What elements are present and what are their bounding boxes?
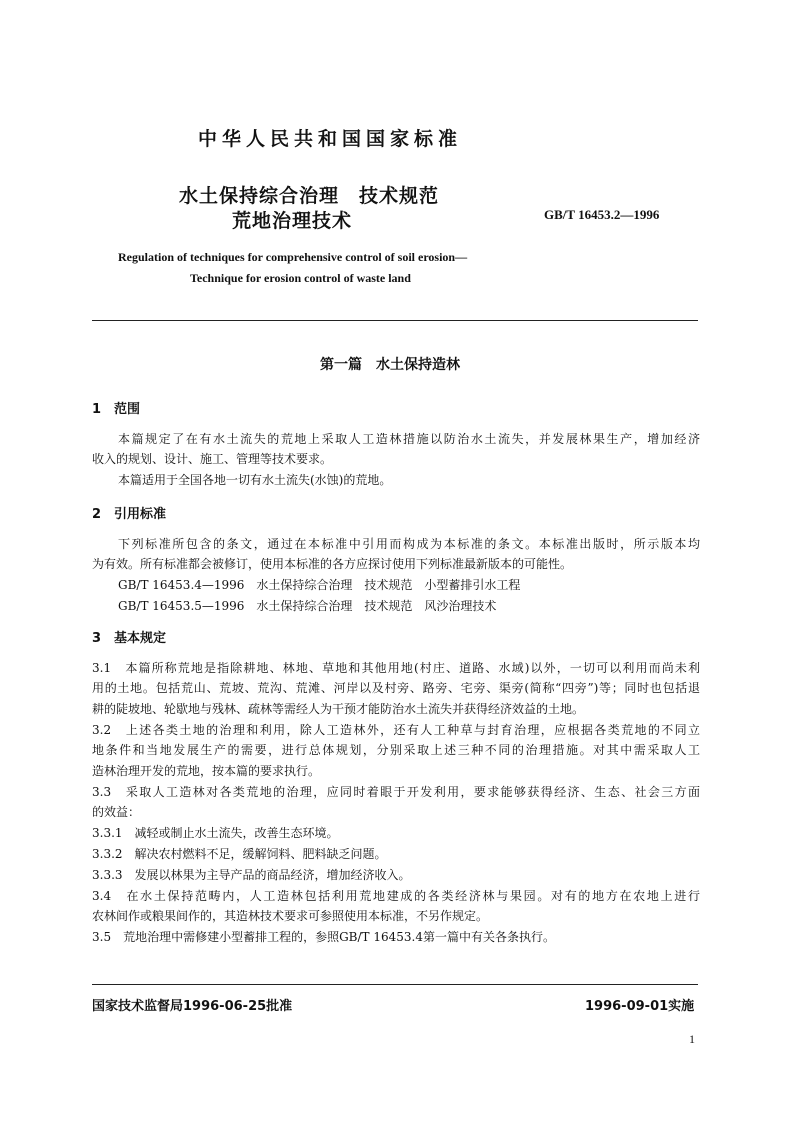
implementation-date: 1996-09-01实施 <box>585 999 695 1014</box>
title-line-2: 荒地治理技术 <box>232 210 353 232</box>
clause-3-3-2: 3.3.2 解决农村燃料不足，缓解饲料、肥料缺乏问题。 <box>92 847 387 861</box>
clause-3-4-line: 农林间作或粮果间作的，其造林技术要求可参照使用本标准，不另作规定。 <box>92 909 489 923</box>
clause-3-3-line: 3.3 采取人工造林对各类荒地的治理，应同时着眼于开发利用，要求能够获得经济、生态、社会三方面 <box>92 785 700 799</box>
national-standard-heading: 中华人民共和国国家标准 <box>198 128 463 150</box>
section-2-paragraph-line: 为有效。所有标准都会被修订，使用本标准的各方应探讨使用下列标准最新版本的可能性。 <box>92 557 573 571</box>
approval-date: 国家技术监督局1996-06-25批准 <box>92 999 293 1014</box>
clause-3-4-line: 3.4 在水土保持范畴内，人工造林包括利用荒地建成的各类经济林与果园。对有的地方在农地上进行 <box>92 889 700 903</box>
clause-3-1-line: 用的土地。包括荒山、荒坡、荒沟、荒滩、河岸以及村旁、路旁、宅旁、渠旁(简称“四旁”)等；同时也包括退 <box>92 681 700 695</box>
header-divider <box>92 320 698 321</box>
clause-3-2-line: 3.2 上述各类土地的治理和利用，除人工造林外，还有人工种草与封育治理，应根据各类荒地的不同立 <box>92 723 700 737</box>
clause-3-3-1: 3.3.1 减轻或制止水土流失，改善生态环境。 <box>92 826 339 840</box>
english-title-line-2: Technique for erosion control of waste land <box>190 271 411 285</box>
section-3-heading: 3 基本规定 <box>92 631 167 646</box>
part-title: 第一篇 水土保持造林 <box>320 357 460 373</box>
footer-divider <box>92 984 698 985</box>
section-2-paragraph-line: 下列标准所包含的条文，通过在本标准中引用而构成为本标准的条文。本标准出版时，所示版本均 <box>118 537 700 551</box>
standard-code: GB/T 16453.2—1996 <box>544 207 660 222</box>
clause-3-5: 3.5 荒地治理中需修建小型蓄排工程的，参照GB/T 16453.4第一篇中有关各条执行。 <box>92 930 555 944</box>
section-1-heading: 1 范围 <box>92 402 141 417</box>
section-2-heading: 2 引用标准 <box>92 507 167 522</box>
reference-standard-1: GB/T 16453.4—1996 水土保持综合治理 技术规范 小型蓄排引水工程 <box>118 578 521 592</box>
section-1-paragraph-line: 本篇规定了在有水土流失的荒地上采取人工造林措施以防治水土流失，并发展林果生产，增加经济 <box>118 432 700 446</box>
section-1-paragraph-2: 本篇适用于全国各地一切有水土流失(水蚀)的荒地。 <box>118 473 392 487</box>
section-1-paragraph-line: 收入的规划、设计、施工、管理等技术要求。 <box>92 452 333 466</box>
clause-3-2-line: 造林治理开发的荒地，按本篇的要求执行。 <box>92 764 321 778</box>
clause-3-3-3: 3.3.3 发展以林果为主导产品的商品经济，增加经济收入。 <box>92 868 411 882</box>
english-title-line-1: Regulation of techniques for comprehensive control of soil erosion— <box>118 250 468 264</box>
clause-3-1-line: 3.1 本篇所称荒地是指除耕地、林地、草地和其他用地(村庄、道路、水域)以外，一切可以利用而尚未利 <box>92 661 700 675</box>
clause-3-1-line: 耕的陡坡地、轮歇地与残林、疏林等需经人为干预才能防治水土流失并获得经济效益的土地。 <box>92 702 585 716</box>
clause-3-2-line: 地条件和当地发展生产的需要，进行总体规划，分别采取上述三种不同的治理措施。对其中需采取人工 <box>92 743 700 757</box>
title-line-1: 水土保持综合治理 技术规范 <box>179 185 440 207</box>
page-number: 1 <box>689 1032 695 1046</box>
reference-standard-2: GB/T 16453.5—1996 水土保持综合治理 技术规范 风沙治理技术 <box>118 599 497 613</box>
clause-3-3-line: 的效益： <box>92 805 141 819</box>
